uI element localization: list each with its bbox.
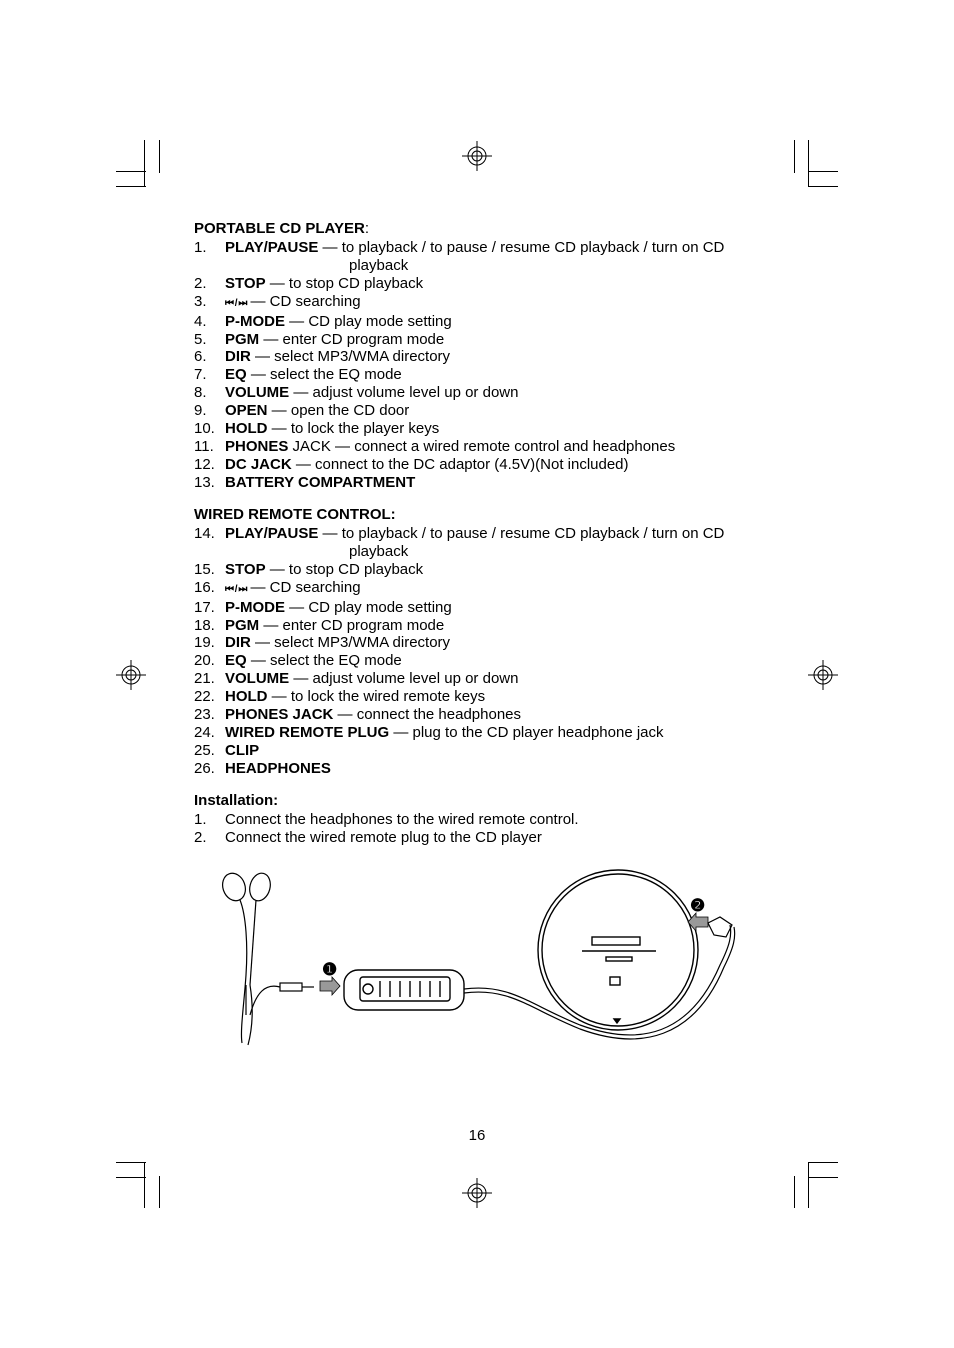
list-item: 2. Connect the wired remote plug to the CD player — [194, 828, 542, 846]
list-item: 7. EQ — select the EQ mode — [194, 366, 402, 384]
list-item: 6. DIR — select MP3/WMA directory — [194, 348, 451, 366]
list-item: 17. P-MODE — CD play mode setting — [194, 598, 452, 616]
registration-target-bottom — [462, 1178, 492, 1208]
list-item: 12. DC JACK — connect to the DC adaptor (4.5V)(Not included) — [194, 455, 629, 473]
list-item: 9. OPEN — open the CD door — [194, 402, 410, 420]
wired-remote-illustration — [344, 970, 464, 1010]
list-item: 24. WIRED REMOTE PLUG — plug to the CD player headphone jack — [194, 723, 664, 741]
cd-player-illustration — [538, 870, 698, 1030]
list-item: 8. VOLUME — adjust volume level up or down — [194, 384, 519, 402]
list-item: 2. STOP — to stop CD playback — [194, 274, 424, 292]
list-item: 1. Connect the headphones to the wired remote control. — [194, 811, 579, 828]
list-item: 16. ⏮ / ⏭ — CD searching — [194, 578, 361, 596]
skip-back-forward-icon: ⏮ / ⏭ — [225, 297, 247, 309]
list-item: 14. PLAY/PAUSE — to playback / to pause / resume CD playback / turn on CD playback — [194, 525, 725, 560]
installation-list — [194, 811, 794, 847]
portable-cd-player-list — [194, 239, 794, 492]
list-item: 5. PGM — enter CD program mode — [194, 330, 445, 348]
headphone-cable — [250, 983, 314, 1015]
list-item: 19. DIR — select MP3/WMA directory — [194, 634, 451, 652]
list-item: 15. STOP — to stop CD playback — [194, 560, 424, 578]
wired-remote-list — [194, 525, 794, 778]
registration-target-top — [462, 141, 492, 171]
connection-illustration — [210, 865, 750, 1050]
list-item: 11. PHONES JACK — connect a wired remote control and headphones — [194, 437, 676, 455]
headphones-illustration — [219, 870, 273, 1045]
skip-back-forward-icon: ⏮ / ⏭ — [225, 583, 247, 595]
registration-target-right — [808, 660, 838, 690]
wired-remote-heading: WIRED REMOTE CONTROL: — [194, 506, 396, 523]
list-item: 10. HOLD — to lock the player keys — [194, 420, 440, 438]
list-item: 23. PHONES JACK — connect the headphones — [194, 706, 521, 724]
step2-arrow — [688, 896, 732, 937]
step1-arrow — [320, 960, 340, 995]
installation-heading: Installation: — [194, 792, 279, 809]
list-item: 1. PLAY/PAUSE — to playback / to pause / resume CD playback / turn on CD playback — [194, 239, 725, 274]
list-item: 3. ⏮ / ⏭ — CD searching — [194, 292, 361, 310]
svg-text:❶: ❶ — [322, 960, 338, 979]
list-item: 18. PGM — enter CD program mode — [194, 616, 445, 634]
list-item: 4. P-MODE — CD play mode setting — [194, 312, 452, 330]
list-item: 25. CLIP — [194, 741, 260, 759]
registration-target-left — [116, 660, 146, 690]
list-item: 13. BATTERY COMPARTMENT — [194, 473, 416, 491]
list-item: 21. VOLUME — adjust volume level up or down — [194, 670, 519, 688]
page-number: 16 — [468, 1127, 486, 1144]
portable-cd-player-heading: PORTABLE CD PLAYER: — [194, 220, 370, 237]
list-item: 22. HOLD — to lock the wired remote keys — [194, 688, 486, 706]
list-item: 26. HEADPHONES — [194, 759, 331, 777]
list-item: 20. EQ — select the EQ mode — [194, 652, 402, 670]
svg-text:❷: ❷ — [690, 896, 706, 915]
